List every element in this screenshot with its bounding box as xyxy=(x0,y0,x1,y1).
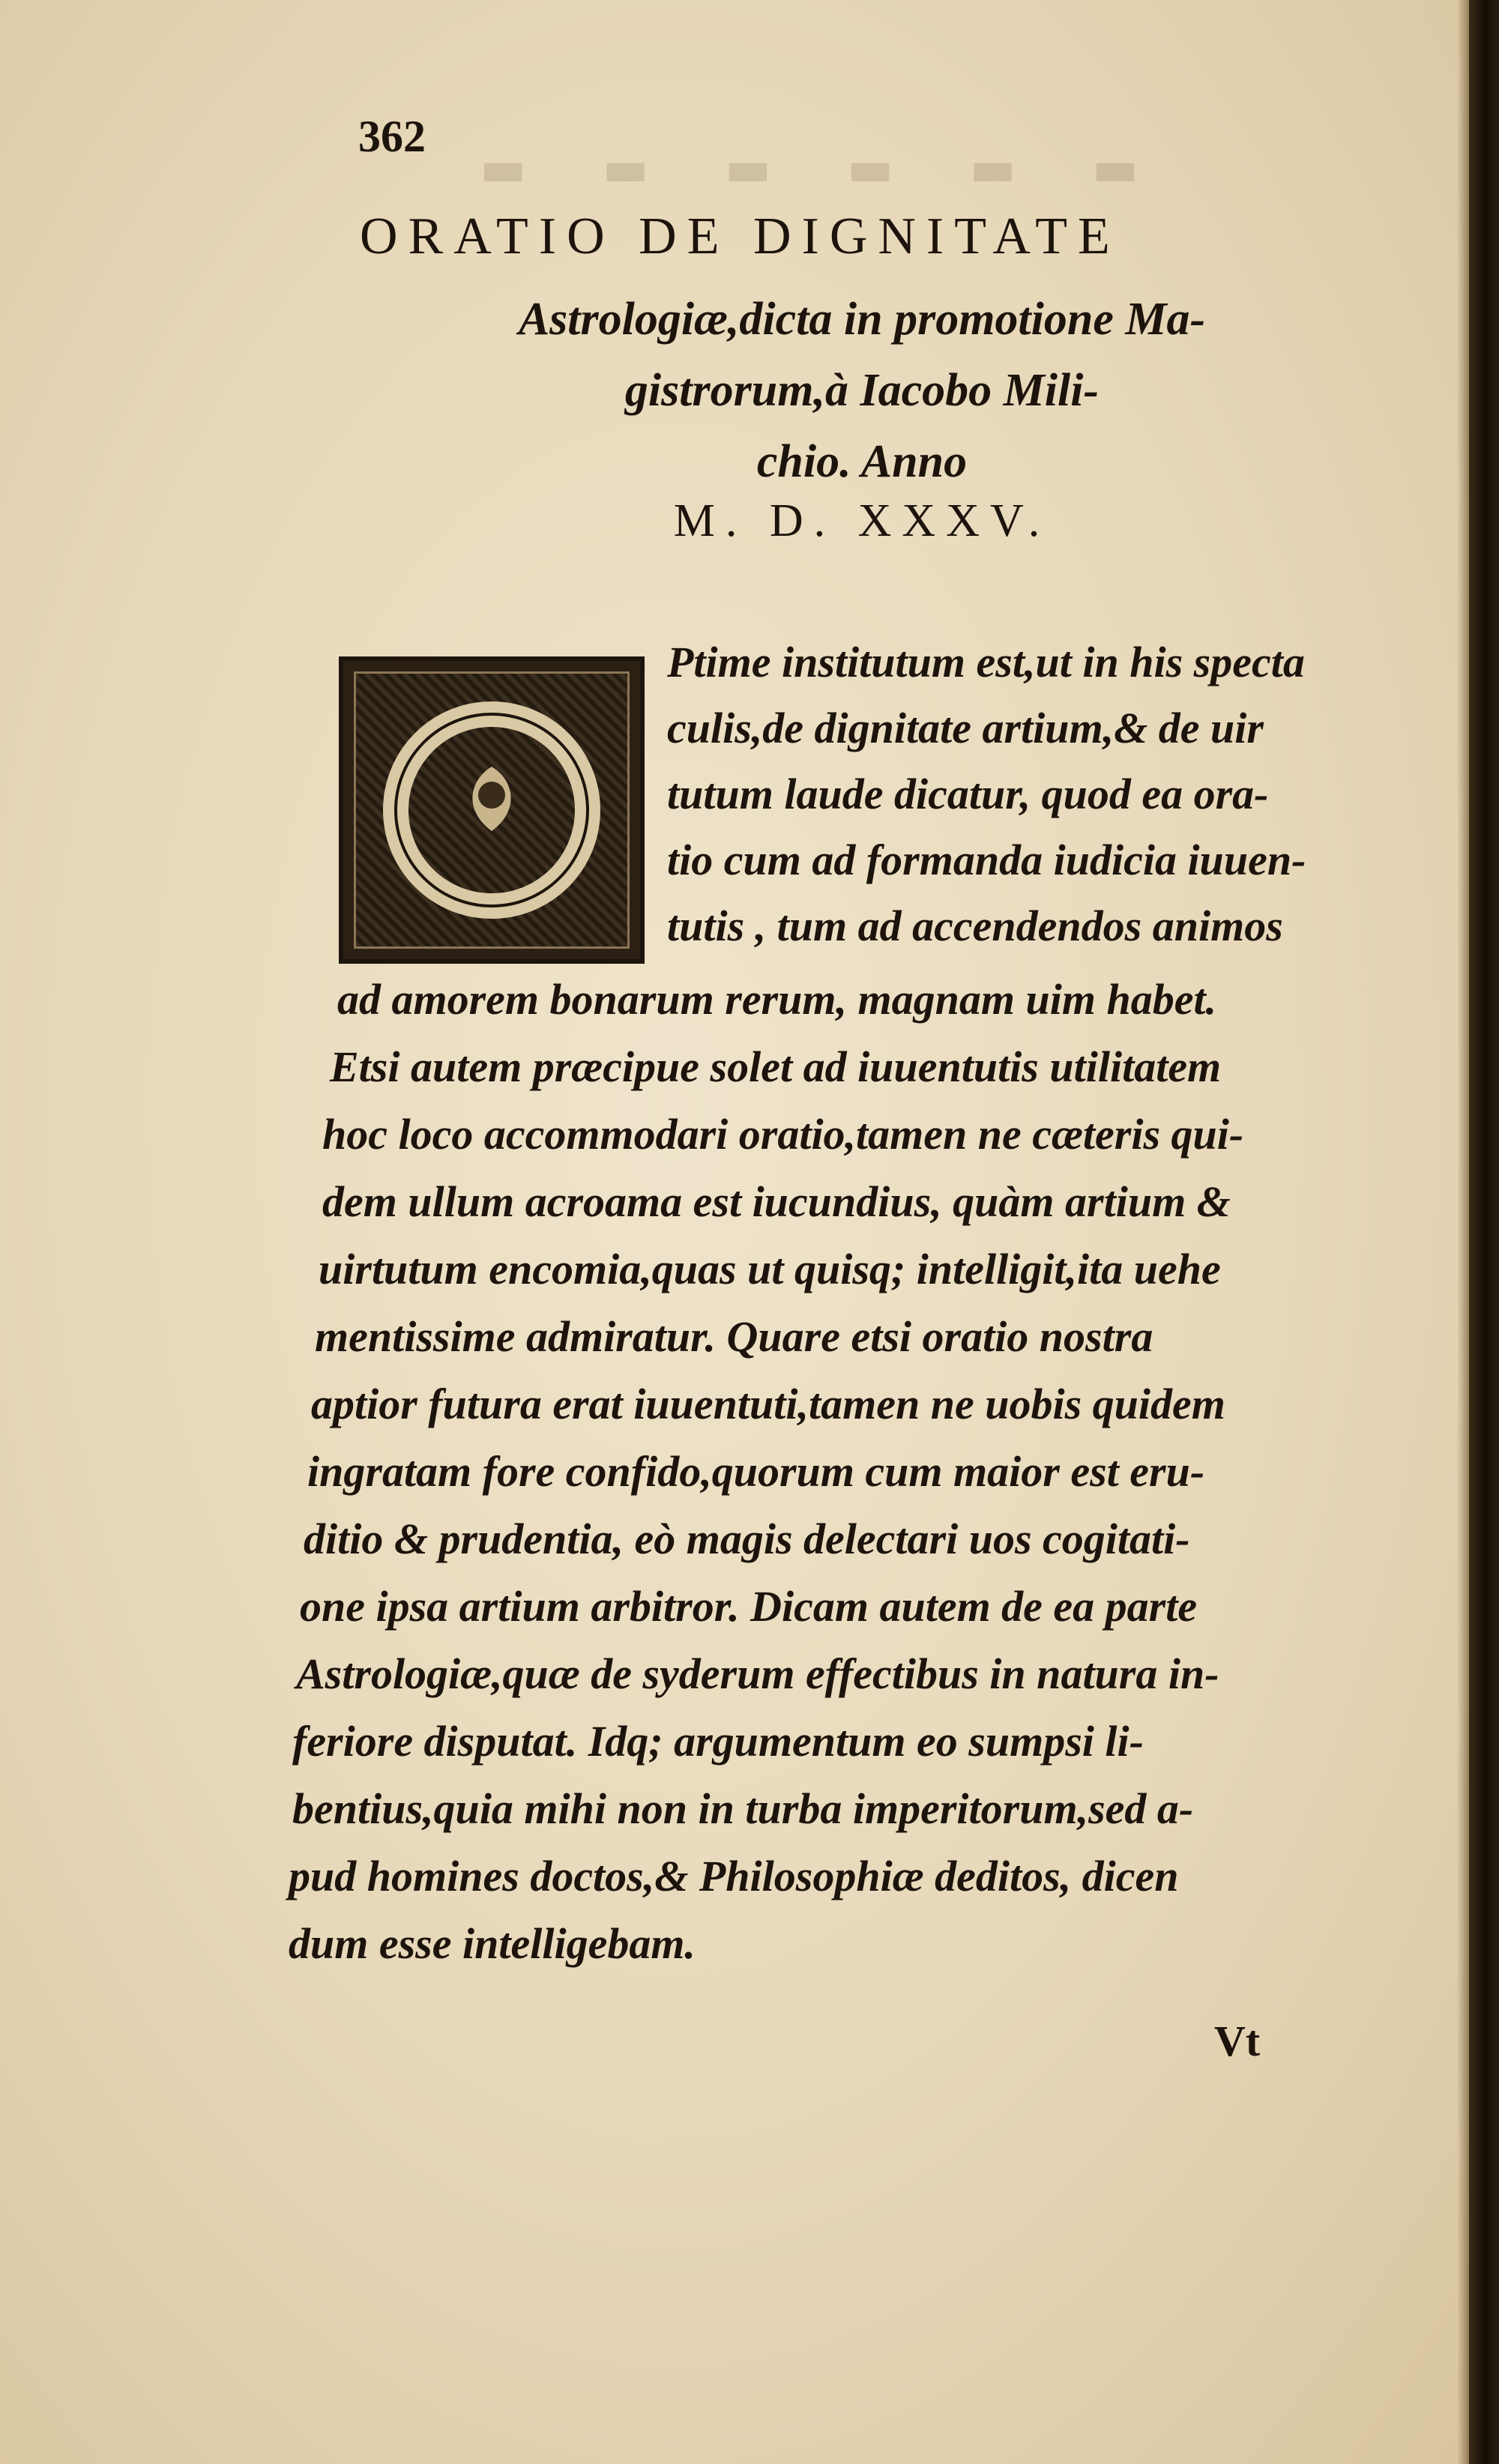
page-shadow xyxy=(1457,0,1469,2464)
book-spine xyxy=(1469,0,1499,2464)
text-line: tio cum ad formanda iudicia iuuen- xyxy=(667,836,1306,884)
text-line: one ipsa artium arbitror. Dicam autem de ea parte xyxy=(300,1582,1198,1631)
subtitle-line: gistrorum,à Iacobo Mili- xyxy=(624,365,1100,416)
text-line: Ptime institutum est,ut in his specta xyxy=(667,638,1305,686)
text-line: hoc loco accommodari oratio,tamen ne cæteris qui- xyxy=(322,1110,1244,1159)
year-line: M. D. XXXV. xyxy=(673,495,1051,546)
catchword: Vt xyxy=(1214,2017,1261,2065)
text-line: ad amorem bonarum rerum, magnam uim habet. xyxy=(337,975,1217,1024)
ornament-icon xyxy=(379,698,604,923)
text-line: ingratam fore confido,quorum cum maior est eru- xyxy=(307,1447,1205,1496)
text-line: aptior futura erat iuuentuti,tamen ne uobis quidem xyxy=(311,1380,1225,1428)
text-line: uirtutum encomia,quas ut quisq; intelligit,ita uehe xyxy=(319,1245,1221,1293)
subtitle-line: Astrologiæ,dicta in promotione Ma- xyxy=(518,294,1206,345)
text-line: pud homines doctos,& Philosophiæ deditos, dicen xyxy=(289,1852,1179,1900)
show-through-bleed: ▬ ▬ ▬ ▬ ▬ ▬ xyxy=(480,139,1169,197)
text-line: tutis , tum ad accendendos animos xyxy=(667,902,1283,950)
page-number: 362 xyxy=(358,112,426,161)
text-line: dum esse intelligebam. xyxy=(289,1919,696,1968)
text-line: dem ullum acroama est iucundius, quàm artium & xyxy=(322,1177,1231,1226)
decorated-initial xyxy=(339,656,645,964)
text-line: Astrologiæ,quæ de syderum effectibus in natura in- xyxy=(296,1649,1219,1698)
text-line: tutum laude dicatur, quod ea ora- xyxy=(667,770,1269,818)
text-line: bentius,quia mihi non in turba imperitorum,sed a- xyxy=(292,1784,1194,1833)
text-line: ditio & prudentia, eò magis delectari uos cogitati- xyxy=(304,1515,1190,1563)
text-line: Etsi autem præcipue solet ad iuuentutis utilitatem xyxy=(330,1042,1222,1091)
subtitle-line: chio. Anno xyxy=(756,436,968,487)
text-line: culis,de dignitate artium,& de uir xyxy=(667,704,1264,752)
text-line: feriore disputat. Idq; argumentum eo sumpsi li- xyxy=(292,1717,1144,1766)
text-line: mentissime admiratur. Quare etsi oratio nostra xyxy=(315,1312,1153,1361)
oration-title: ORATIO DE DIGNITATE xyxy=(360,208,1121,265)
